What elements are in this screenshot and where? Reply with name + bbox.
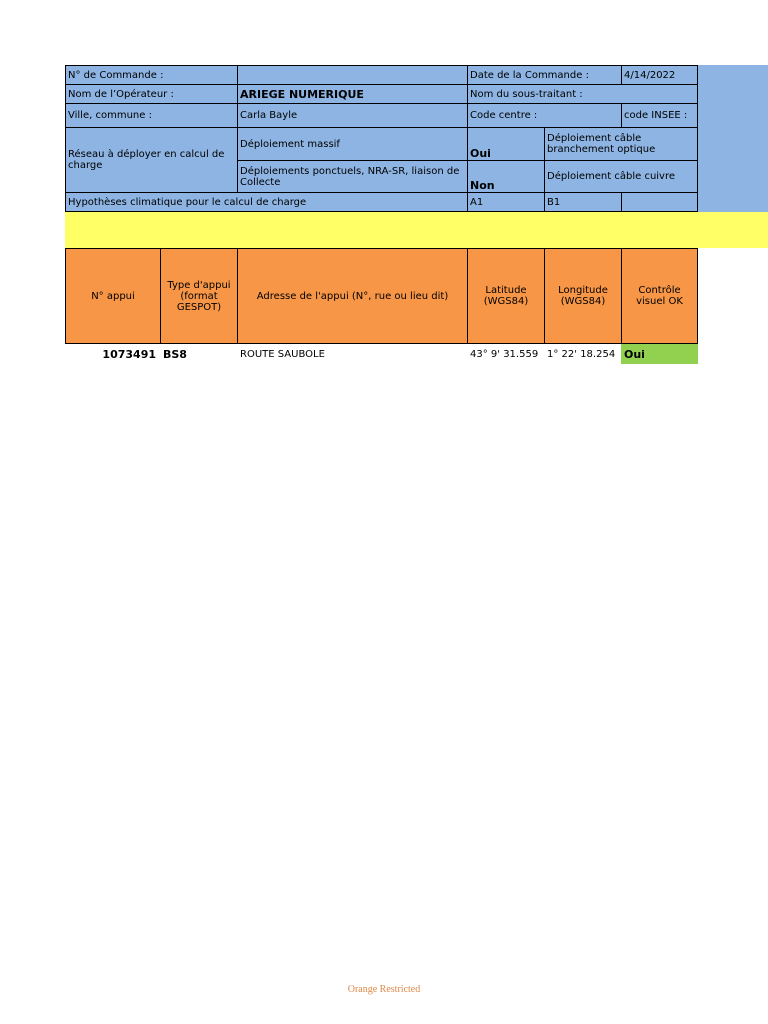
commande-value[interactable] [238, 66, 467, 84]
reseau-label: Réseau à déployer en calcul de charge [68, 149, 225, 171]
deploiements-ponctuels-label: Déploiements ponctuels, NRA-SR, liaison de Collecte [240, 165, 460, 188]
row-type-appui[interactable]: BS8 [163, 347, 187, 361]
operateur-label: Nom de l’Opérateur : [68, 88, 174, 100]
deploiements-ponctuels-value[interactable]: Non [470, 179, 495, 192]
cable-optique-label: Déploiement câble branchement optique [547, 133, 656, 155]
column-header-longitude: Longitude (WGS84) [558, 285, 608, 307]
date-commande-value[interactable]: 4/14/2022 [624, 69, 676, 81]
deploiement-massif-value[interactable]: Oui [470, 147, 491, 160]
grid-line [65, 211, 698, 212]
classification-footer: Orange Restricted [347, 984, 421, 995]
column-header-type-appui: Type d'appui (format GESPOT) [167, 279, 231, 313]
date-commande-label: Date de la Commande : [470, 69, 589, 81]
column-header-adresse: Adresse de l'appui (N°, rue ou lieu dit) [256, 290, 449, 302]
column-header-latitude: Latitude (WGS84) [483, 285, 529, 307]
row-numero-appui[interactable]: 1073491 [102, 347, 156, 361]
ville-label: Ville, commune : [68, 110, 152, 121]
code-centre-label: Code centre : [470, 110, 538, 121]
row-controle[interactable]: Oui [624, 347, 645, 361]
code-insee-label: code INSEE : [624, 110, 688, 121]
hypotheses-value-a[interactable]: A1 [470, 196, 484, 208]
column-header-controle: Contrôle visuel OK [636, 285, 683, 307]
sous-traitant-value[interactable] [622, 85, 697, 103]
grid-line [697, 248, 698, 344]
yellow-band [65, 212, 768, 248]
row-adresse[interactable]: ROUTE SAUBOLE [240, 348, 325, 360]
sous-traitant-label: Nom du sous-traitant : [470, 88, 583, 100]
ville-value[interactable]: Carla Bayle [240, 110, 298, 121]
row-latitude[interactable]: 43° 9' 31.559 [470, 348, 539, 360]
deploiement-massif-label: Déploiement massif [240, 138, 340, 150]
hypotheses-value-c[interactable] [622, 193, 697, 211]
operateur-value[interactable]: ARIEGE NUMERIQUE [240, 87, 364, 101]
row-longitude[interactable]: 1° 22' 18.254 [547, 348, 616, 360]
hypotheses-label: Hypothèses climatique pour le calcul de charge [68, 196, 307, 208]
cable-cuivre-label: Déploiement câble cuivre [547, 171, 676, 182]
hypotheses-value-b[interactable]: B1 [547, 196, 561, 208]
column-header-numero-appui: N° appui [91, 290, 135, 302]
grid-line [697, 65, 698, 212]
commande-label: N° de Commande : [68, 69, 164, 81]
